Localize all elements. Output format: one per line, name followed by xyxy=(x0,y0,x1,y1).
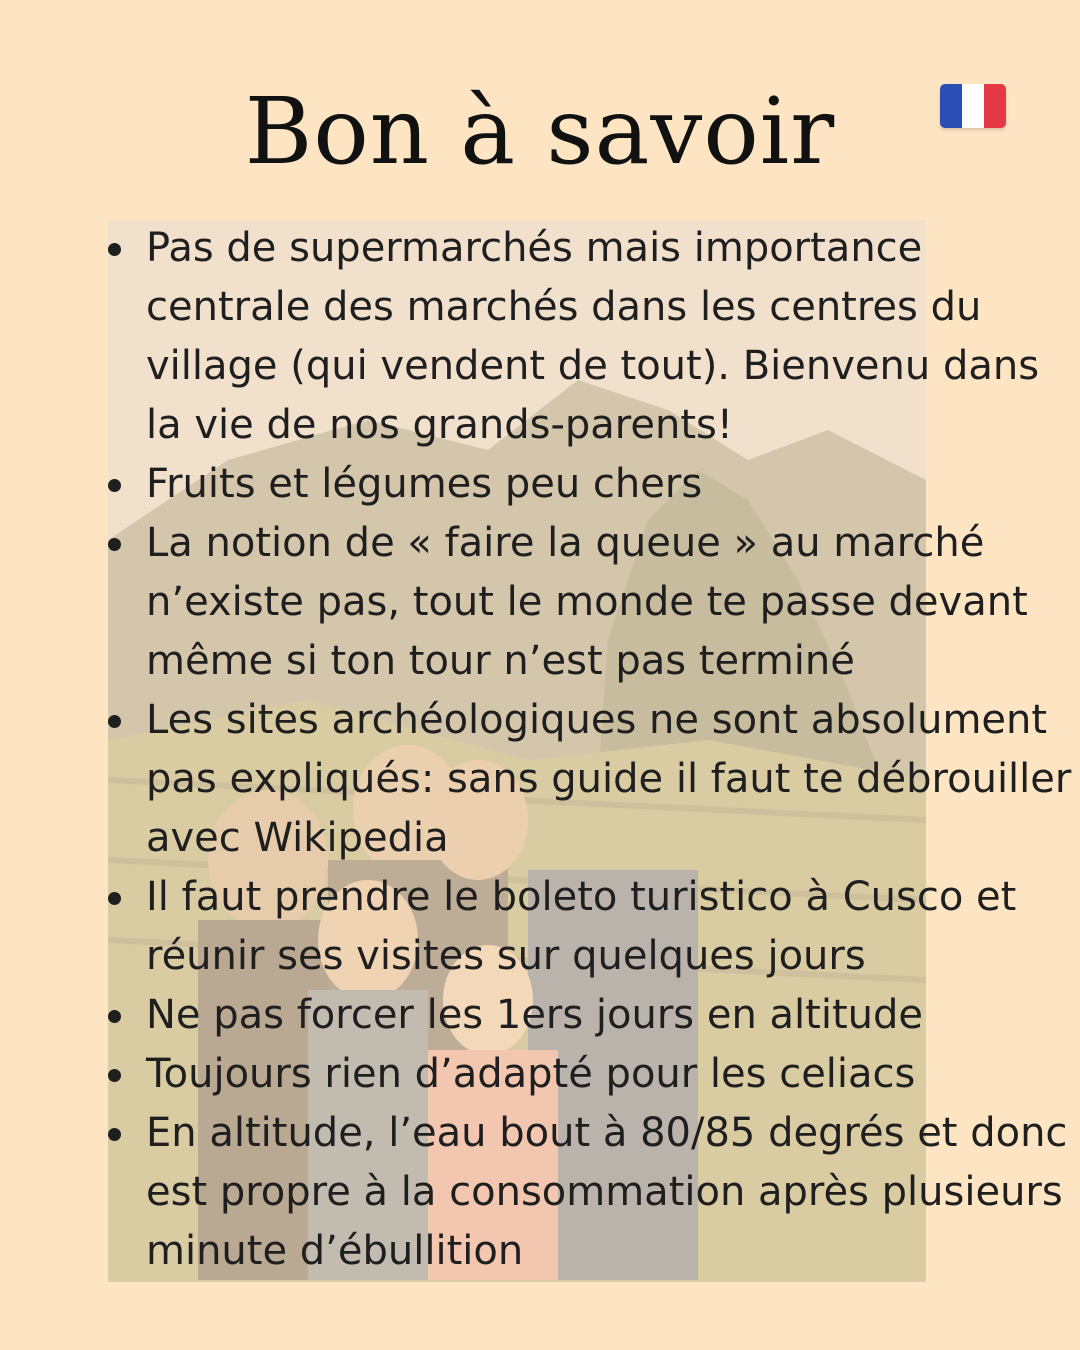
tips-list xyxy=(100,219,1075,1281)
list-item: Les sites archéologiques ne sont absolument pas expliqués: sans guide il faut te débrouiller avec Wikipedia xyxy=(100,691,1075,868)
list-item: Toujours rien d’adapté pour les celiacs xyxy=(100,1045,1075,1104)
list-item: Fruits et légumes peu chers xyxy=(100,455,1075,514)
list-item: En altitude, l’eau bout à 80/85 degrés et donc est propre à la consommation après plusieurs minute d’ébullition xyxy=(100,1104,1075,1281)
list-item: La notion de « faire la queue » au marché n’existe pas, tout le monde te passe devant même si ton tour n’est pas terminé xyxy=(100,514,1075,691)
list-item: Il faut prendre le boleto turistico à Cusco et réunir ses visites sur quelques jours xyxy=(100,868,1075,986)
list-item: Pas de supermarchés mais importance centrale des marchés dans les centres du village (qui vendent de tout). Bienvenu dans la vie de nos grands-parents! xyxy=(100,219,1075,455)
france-flag-icon xyxy=(940,84,1006,128)
list-item: Ne pas forcer les 1ers jours en altitude xyxy=(100,986,1075,1045)
page-title: Bon à savoir xyxy=(244,78,836,185)
